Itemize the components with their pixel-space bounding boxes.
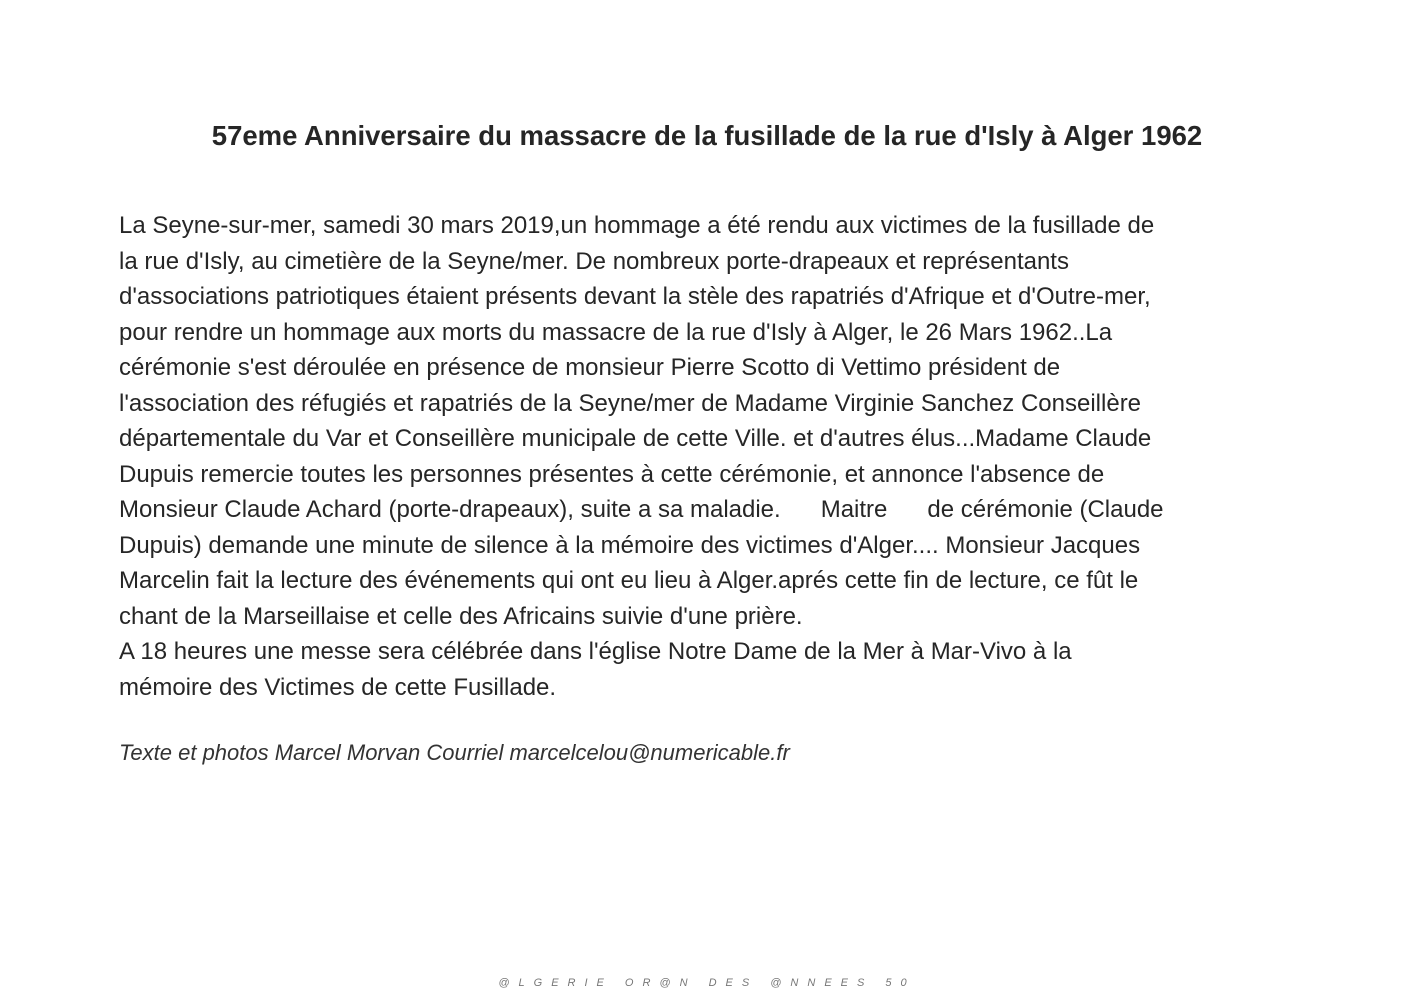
paragraph-mass: [119, 634, 1309, 705]
body-line: mémoire des Victimes de cette Fusillade.: [119, 673, 557, 701]
body-line: chant de la Marseillaise et celle des Africains suivie d'une prière.: [119, 602, 803, 630]
body-line: cérémonie s'est déroulée en présence de monsieur Pierre Scotto di Vettimo président de: [119, 354, 1061, 381]
body-line: Dupuis remercie toutes les personnes présentes à cette cérémonie, et annonce l'absence de: [119, 460, 1105, 488]
article-body: [119, 208, 1309, 705]
body-line: A 18 heures une messe sera célébrée dans l'église Notre Dame de la Mer à Mar-Vivo à la: [119, 638, 1072, 665]
body-line: départementale du Var et Conseillère municipale de cette Ville. et d'autres élus...Madame Claude: [119, 425, 1152, 452]
photo-credit: Texte et photos Marcel Morvan Courriel marcelcelou@numericable.fr: [119, 740, 790, 765]
footer-watermark: @LGERIE OR@N DES @NNEES 50: [498, 977, 916, 989]
body-line: l'association des réfugiés et rapatriés de la Seyne/mer de Madame Virginie Sanchez Conseillère: [119, 389, 1142, 417]
page-title: 57eme Anniversaire du massacre de la fusillade de la rue d'Isly à Alger 1962: [211, 120, 1203, 151]
body-line: Monsieur Claude Achard (porte-drapeaux), suite a sa maladie. Maitre de cérémonie (Claude: [119, 496, 1164, 523]
body-line: La Seyne-sur-mer, samedi 30 mars 2019,un hommage a été rendu aux victimes de la fusillade de: [119, 212, 1155, 239]
body-line: Dupuis) demande une minute de silence à la mémoire des victimes d'Alger.... Monsieur Jacques: [119, 531, 1141, 559]
paragraph-ceremony: [119, 208, 1309, 634]
body-line: Marcelin fait la lecture des événements qui ont eu lieu à Alger.aprés cette fin de lecture, ce fût le: [119, 567, 1139, 594]
body-line: la rue d'Isly, au cimetière de la Seyne/mer. De nombreux porte-drapeaux et représentants: [119, 247, 1069, 275]
body-line: d'associations patriotiques étaient présents devant la stèle des rapatriés d'Afrique et d'Outre-mer,: [119, 283, 1151, 310]
body-line: pour rendre un hommage aux morts du massacre de la rue d'Isly à Alger, le 26 Mars 1962..La: [119, 318, 1113, 346]
